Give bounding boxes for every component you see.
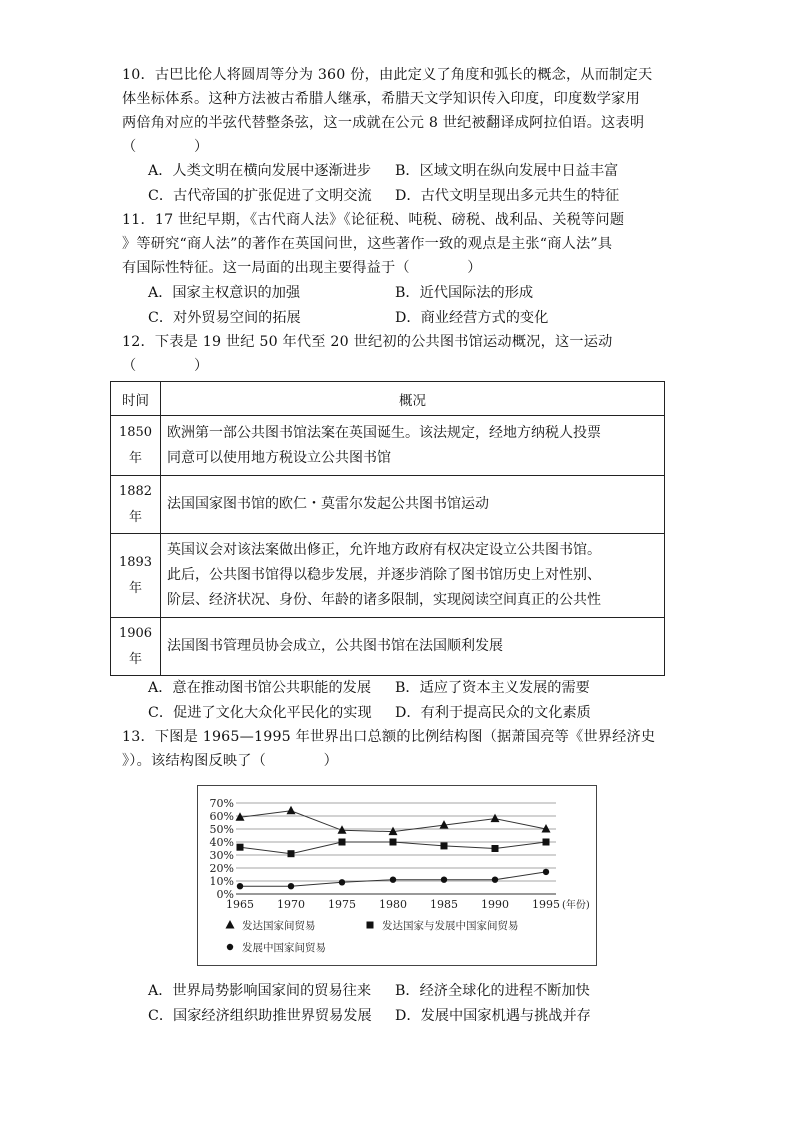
table-cell-summary: 法国图书管理员协会成立，公共图书馆在法国顺利发展 xyxy=(161,618,665,676)
q11-line-1: 11．17 世纪早期，《古代商人法》《论征税、吨税、磅税、战利品、关税等问题 xyxy=(122,212,625,228)
y-tick-label: 60% xyxy=(209,810,234,823)
table-header-row xyxy=(111,382,665,416)
data-point xyxy=(237,844,244,851)
data-point xyxy=(543,839,550,846)
q11-option-c[interactable]: C．对外贸易空间的拓展 xyxy=(148,310,301,326)
y-tick-label: 50% xyxy=(209,823,234,836)
q11-line-3: 有国际性特征。这一局面的出现主要得益于（ ） xyxy=(122,260,482,276)
x-tick-label: 1965 xyxy=(226,898,254,911)
data-point xyxy=(441,842,448,849)
q13-line-2: 》）。该结构图反映了（ ） xyxy=(122,753,339,769)
data-point xyxy=(237,883,243,889)
x-axis-unit: (年份) xyxy=(562,900,590,911)
q12-option-b[interactable]: B．适应了资本主义发展的需要 xyxy=(395,680,590,696)
x-tick-label: 1995 xyxy=(532,898,560,911)
q13-line-1: 13．下图是 1965—1995 年世界出口总额的比例结构图（据萧国亮等《世界经济史 xyxy=(122,729,656,745)
q11-option-b[interactable]: B．近代国际法的形成 xyxy=(395,285,534,301)
data-point xyxy=(339,879,345,885)
y-tick-label: 30% xyxy=(209,849,234,862)
y-tick-label: 10% xyxy=(209,875,234,888)
table-row xyxy=(111,534,665,618)
data-point xyxy=(288,883,294,889)
q12-option-c[interactable]: C．促进了文化大众化平民化的实现 xyxy=(148,705,372,721)
legend-label: 发展中国家间贸易 xyxy=(242,942,326,954)
table-row xyxy=(111,618,665,676)
data-point xyxy=(288,850,295,857)
data-point xyxy=(390,839,397,846)
q12-option-d[interactable]: D．有利于提高民众的文化素质 xyxy=(395,705,591,721)
data-point xyxy=(492,845,499,852)
chart-svg xyxy=(198,786,596,965)
data-point xyxy=(543,869,549,875)
table-cell-year: 1850 年 xyxy=(111,416,161,476)
table-row xyxy=(111,476,665,534)
y-tick-label: 0% xyxy=(216,888,234,901)
table-cell-year: 1882 年 xyxy=(111,476,161,534)
data-point xyxy=(390,877,396,883)
table-row xyxy=(111,416,665,476)
q10-line-3: 两倍角对应的半弦代替整条弦，这一成就在公元 8 世纪被翻译成阿拉伯语。这表明 xyxy=(122,115,645,131)
y-tick-label: 20% xyxy=(209,862,234,875)
q13-option-d[interactable]: D．发展中国家机遇与挑战并存 xyxy=(395,1008,591,1024)
table-cell-year: 1906 年 xyxy=(111,618,161,676)
x-tick-label: 1975 xyxy=(328,898,356,911)
legend-label: 发达国家与发展中国家间贸易 xyxy=(382,920,519,932)
q13-option-b[interactable]: B．经济全球化的进程不断加快 xyxy=(395,983,590,999)
y-tick-label: 70% xyxy=(209,797,234,810)
q10-line-2: 体坐标体系。这种方法被古希腊人继承，希腊天文学知识传入印度，印度数学家用 xyxy=(122,91,640,107)
q11-option-a[interactable]: A．国家主权意识的加强 xyxy=(148,285,301,301)
table-cell-summary: 法国国家图书馆的欧仁・莫雷尔发起公共图书馆运动 xyxy=(161,476,665,534)
table-header-time: 时间 xyxy=(111,382,161,416)
data-point xyxy=(491,814,500,823)
q11-option-d[interactable]: D．商业经营方式的变化 xyxy=(395,310,549,326)
q13-option-a[interactable]: A．世界局势影响国家间的贸易往来 xyxy=(148,983,372,999)
table-header-summary: 概况 xyxy=(161,382,665,416)
q10-line-1: 10．古巴比伦人将圆周等分为 360 份，由此定义了角度和弧长的概念，从而制定天 xyxy=(122,67,653,83)
table-cell-summary: 欧洲第一部公共图书馆法案在英国诞生。该法规定，经地方纳税人投票 同意可以使用地方税设立公共图书馆 xyxy=(161,416,665,476)
x-tick-label: 1970 xyxy=(277,898,305,911)
legend-marker xyxy=(227,944,233,950)
q10-option-c[interactable]: C．古代帝国的扩张促进了文明交流 xyxy=(148,188,372,204)
q10-answer-bracket: （ ） xyxy=(122,139,209,155)
legend-marker xyxy=(367,922,374,929)
q10-option-a[interactable]: A．人类文明在横向发展中逐渐进步 xyxy=(148,163,372,179)
data-point xyxy=(287,806,296,815)
table-cell-year: 1893 年 xyxy=(111,534,161,618)
library-movement-table xyxy=(110,381,665,676)
q11-line-2: 》等研究“商人法”的著作在英国问世，这些著作一致的观点是主张“商人法”具 xyxy=(122,236,613,252)
q12-answer-bracket: （ ） xyxy=(122,358,209,374)
legend-marker xyxy=(226,920,235,929)
q13-option-c[interactable]: C．国家经济组织助推世界贸易发展 xyxy=(148,1008,372,1024)
q10-option-b[interactable]: B．区域文明在纵向发展中日益丰富 xyxy=(395,163,619,179)
x-tick-label: 1990 xyxy=(481,898,509,911)
y-tick-label: 40% xyxy=(209,836,234,849)
q10-option-d[interactable]: D．古代文明呈现出多元共生的特征 xyxy=(395,188,620,204)
export-structure-chart xyxy=(197,785,597,966)
q12-line-1: 12．下表是 19 世纪 50 年代至 20 世纪初的公共图书馆运动概况，这一运动 xyxy=(122,334,613,350)
data-point xyxy=(441,877,447,883)
q12-option-a[interactable]: A．意在推动图书馆公共职能的发展 xyxy=(148,680,372,696)
table-cell-summary: 英国议会对该法案做出修正，允许地方政府有权决定设立公共图书馆。 此后，公共图书馆得以稳步发展，并逐步消除了图书馆历史上对性别、 阶层、经济状况、身份、年龄的诸多限制，实现阅读空间真正的公共性 xyxy=(161,534,665,618)
x-tick-label: 1980 xyxy=(379,898,407,911)
data-point xyxy=(492,877,498,883)
x-tick-label: 1985 xyxy=(430,898,458,911)
legend-label: 发达国家间贸易 xyxy=(242,920,316,932)
data-point xyxy=(339,839,346,846)
